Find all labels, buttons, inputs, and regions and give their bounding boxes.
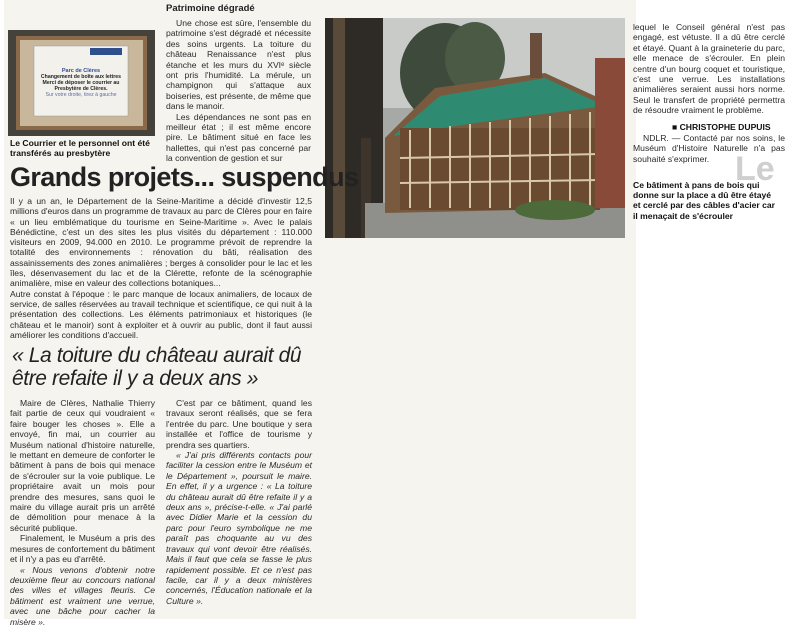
paragraph: lequel le Conseil général n'est pas engagé, est vétuste. Il a dû être cerclé et étayé. Quant à la graineterie du parc, elle menace de s'écrouler. En plein centre d'un bourg coquet et touristique, c'est une verrue. Les installations animalières seraient aussi hors norme. Seul le transfert de propriété permettra de résoudre vraiment le problème. xyxy=(633,22,785,116)
photo-left xyxy=(8,30,155,136)
paragraph-quote: « Nous venons d'obtenir notre deuxième fleur au concours national des villes et villages fleuris. Ce bâtiment est vraiment une verrue, avec une bâche pour cacher la misère ». xyxy=(10,564,155,627)
photo-right-image xyxy=(325,18,625,238)
paragraph: Une chose est sûre, l'ensemble du patrimoine s'est dégradé et nécessite des soins urgents. La toiture du château Renaissance n'est plus étanche et les murs du XVIᵉ siècle ont pris l'humidité. La mérule, un champignon qui s'attaque aux boiseries, est présente, de même que dans le manoir. xyxy=(166,18,311,112)
column-top-left xyxy=(166,18,311,164)
photo-right xyxy=(325,18,625,238)
section-heading-patrimoine: Patrimoine dégradé xyxy=(166,3,255,14)
photo-right-caption: Ce bâtiment à pans de bois qui donne sur la place a dû être étayé et cerclé par des câbles d'acier car il menaçait de s'écrouler xyxy=(633,180,776,221)
sign-line-1: Changement de boîte aux lettres xyxy=(40,74,122,80)
show-through-text: Le xyxy=(735,150,775,188)
pull-quote: « La toiture du château aurait dû être refaite il y a deux ans » xyxy=(12,344,302,390)
intro-block xyxy=(10,196,312,340)
sign-text xyxy=(36,68,126,98)
headline: Grands projets... suspendus xyxy=(10,162,359,192)
paragraph: Finalement, le Muséum a pris des mesures de confortement du bâtiment et il n'y a pas eu d'arrêté. xyxy=(10,533,155,565)
sign-title: Parc de Clères xyxy=(61,68,101,74)
column-bottom-right xyxy=(166,398,312,606)
sign-line-3: Presbytère de Clères. xyxy=(54,86,108,92)
sign-line-2: Merci de déposer le courrier au xyxy=(42,80,120,86)
paragraph-quote: « J'ai pris différents contacts pour faciliter la cession entre le Muséum et le Département », poursuit le maire. En effet, il y a urgence : « La toiture du château aurait dû être refaite il y a deux ans », précise-t-elle. « J'ai parlé avec Didier Marie et la cession du parc pour l'euro symbolique ne me paraît pas choquante au vu des travaux qui vont devoir être réalisés. Mais il faut que cela se fasse le plus rapidement possible. Et ce n'est pas facile, car il y a deux ministères concernés, l'Éducation nationale et la Culture ». xyxy=(166,450,312,606)
column-bottom-left xyxy=(10,398,155,627)
sign-line-4: Sur votre droite, tirez à gauche xyxy=(45,92,117,98)
paragraph: Maire de Clères, Nathalie Thierry fait partie de ceux qui voudraient « faire bouger les choses ». Elle a envoyé, fin mai, un courrier au Muséum national d'histoire naturelle, le mettant en demeure de conforter le bâtiment à pans de bois qui menace de s'écrouler sur la voie publique. Le propriétaire avait un mois pour prendre des mesures, sans quoi le maire du village aurait pris un arrêté de démolition pour menace à la sécurité publique. xyxy=(10,398,155,533)
paragraph: Les dépendances ne sont pas en meilleur état ; il est même encore pire. Le bâtiment situé en face les hallettes, qui n'est pas concerné par la convention de gestion et sur xyxy=(166,111,311,164)
paragraph: C'est par ce bâtiment, quand les travaux seront réalisés, que se fera l'entrée du parc. Une boutique y sera installée et l'office de tourisme y prendra ses quartiers. xyxy=(166,398,312,450)
ndlr-text: NDLR. — Contacté par nos soins, le Muséum d'Histoire Naturelle n'a pas souhaité s'exprimer. xyxy=(633,133,785,164)
column-top-right xyxy=(633,22,785,116)
author-byline: ■ CHRISTOPHE DUPUIS xyxy=(672,122,771,132)
paragraph: Autre constat à l'époque : le parc manque de locaux animaliers, de locaux de service, de salles réservées au travail technique et scientifique, ce qui nuit à la présentation des collections. Les éléments patrimoniaux et historiques (le château et le manoir) sont à exploiter et à ouvrir au public, dont il faut aussi améliorer les conditions d'accueil. xyxy=(10,288,312,340)
paragraph: Il y a un an, le Département de la Seine-Maritime a décidé d'investir 12,5 millions d'euros dans un programme de travaux au parc de Clères pour en faire « un lieu emblématique du tourisme en Seine-Maritime ». Avec le palais Bénédictine, c'est un des sites les plus visités du département : 110.000 visiteurs en 2009, 94.000 en 2010. Le programme prévoit de reprendre la totalité des environnements : rénovation du bâti, réalisation des assainissements des zones animalières ; berges à consolider pour le lac et les îles, désenvasement du lac et de la Clérette, refonte de la scénographie animalière, mise en valeur des collections botaniques... xyxy=(10,196,312,289)
photo-left-caption: Le Courrier et le personnel ont été transférés au presbytère xyxy=(10,138,150,159)
